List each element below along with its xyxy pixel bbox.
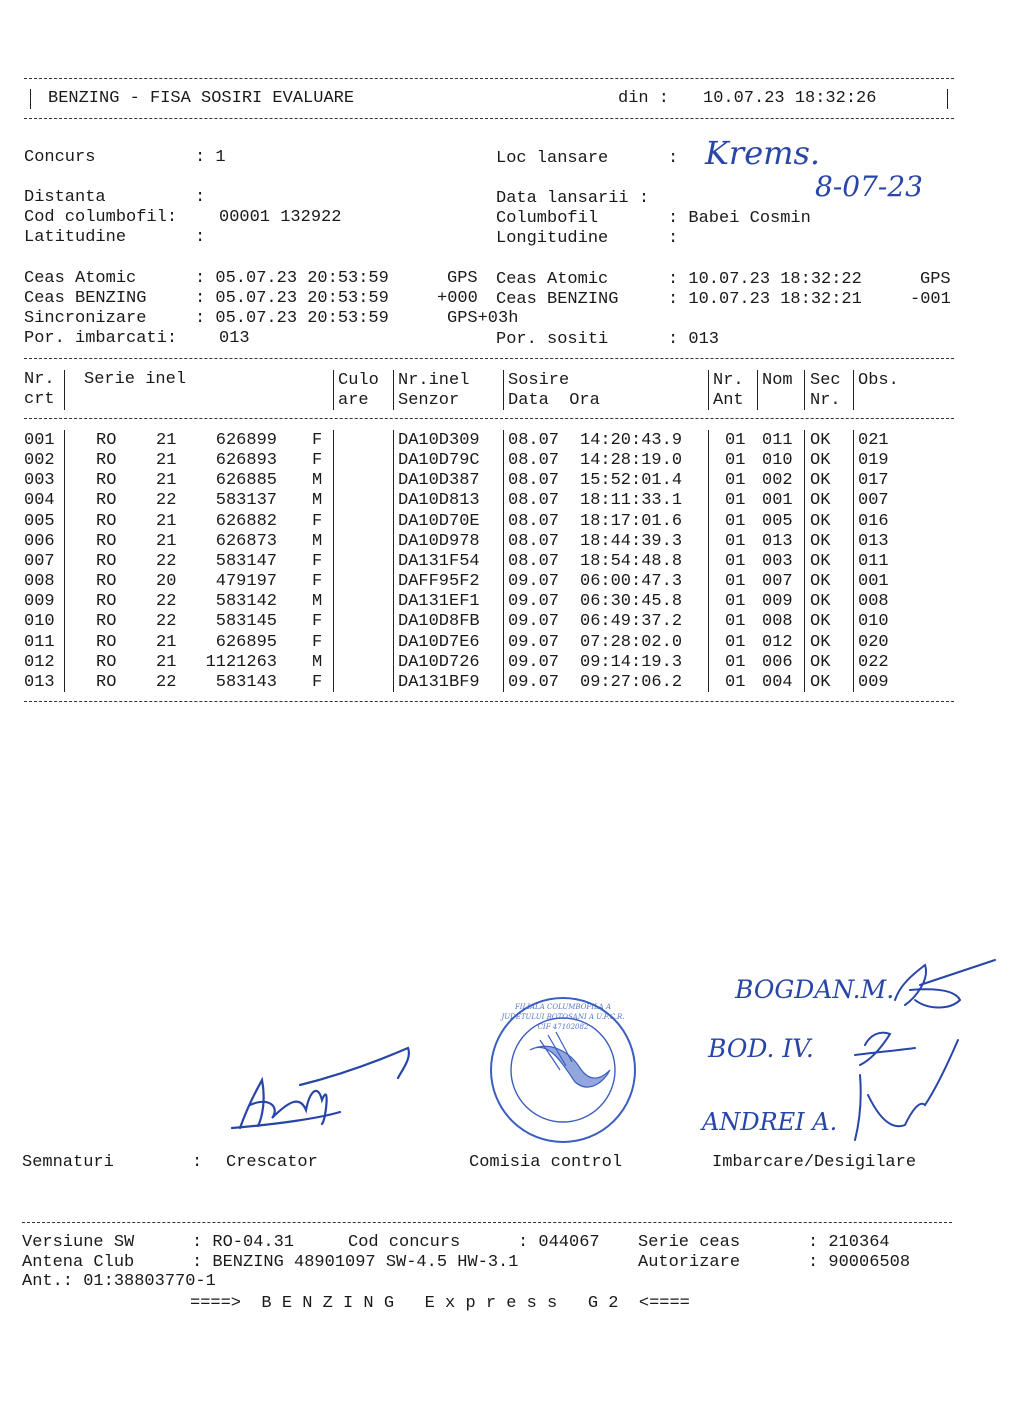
cell-ring: 479197 bbox=[215, 572, 277, 592]
cell-ant: 01 bbox=[725, 471, 746, 491]
cell-sec: OK bbox=[810, 471, 831, 491]
cell-ant: 01 bbox=[725, 491, 746, 511]
cell-sensor: DA10D7E6 bbox=[398, 632, 480, 652]
cell-sensor: DA131F54 bbox=[398, 551, 480, 571]
cell-year: 20 bbox=[156, 572, 177, 592]
cell-date: 09.07 bbox=[508, 652, 560, 672]
col-header-senzor: Senzor bbox=[398, 391, 460, 410]
cell-ant: 01 bbox=[725, 572, 746, 592]
cell-nom: 005 bbox=[762, 511, 793, 531]
left-clock-suffix: GPS+03h bbox=[447, 309, 519, 328]
cell-ring: 626873 bbox=[215, 531, 277, 551]
por-imbarcati-value: 013 bbox=[219, 329, 250, 348]
left-clock-value: : 05.07.23 20:53:59 bbox=[195, 269, 389, 288]
cell-date: 08.07 bbox=[508, 451, 560, 471]
cell-time: 14:20:43.9 bbox=[580, 431, 683, 450]
cell-sensor: DA10D79C bbox=[398, 451, 480, 471]
cell-sensor: DA10D726 bbox=[398, 652, 480, 672]
cell-ring: 583145 bbox=[215, 612, 277, 632]
brand-line: ====> B E N Z I N G E x p r e s s G 2 <==== bbox=[190, 1294, 690, 1313]
cell-date: 09.07 bbox=[508, 672, 560, 692]
cell-date: 08.07 bbox=[508, 471, 560, 491]
cell-nr: 013 bbox=[24, 672, 55, 692]
cell-sex: F bbox=[312, 511, 323, 531]
cell-ant: 01 bbox=[725, 431, 746, 450]
cell-obs: 009 bbox=[858, 672, 889, 692]
autorizare-label: Autorizare bbox=[638, 1253, 741, 1272]
cell-sex: F bbox=[312, 672, 323, 692]
cell-nr: 012 bbox=[24, 652, 55, 672]
cell-date: 08.07 bbox=[508, 511, 560, 531]
cell-time: 18:11:33.1 bbox=[580, 491, 683, 511]
left-clock-suffix: GPS bbox=[447, 269, 478, 288]
cell-obs: 008 bbox=[858, 592, 889, 612]
concurs-label: Concurs bbox=[24, 148, 96, 167]
col-header-obs: Obs. bbox=[858, 371, 899, 390]
cell-time: 18:44:39.3 bbox=[580, 531, 683, 551]
left-clock-label: Ceas BENZING bbox=[24, 289, 147, 308]
cell-nom: 002 bbox=[762, 471, 793, 491]
cell-year: 21 bbox=[156, 451, 177, 471]
cell-sec: OK bbox=[810, 551, 831, 571]
cell-country: RO bbox=[96, 672, 117, 692]
left-clock-label: Sincronizare bbox=[24, 309, 147, 328]
cell-ring: 626882 bbox=[215, 511, 277, 531]
cell-sec: OK bbox=[810, 672, 831, 692]
autorizare-value: : 90006508 bbox=[808, 1253, 911, 1272]
cell-date: 09.07 bbox=[508, 592, 560, 612]
cell-year: 22 bbox=[156, 491, 177, 511]
cell-date: 09.07 bbox=[508, 572, 560, 592]
stamp-text: FILIALA COLUMBOFILA A JUDETULUI BOTOSANI A U.F.C.R. CIF 47102082 bbox=[501, 1003, 625, 1031]
cell-ant: 01 bbox=[725, 632, 746, 652]
cell-ring: 1121263 bbox=[205, 652, 277, 672]
cell-time: 09:14:19.3 bbox=[580, 652, 683, 672]
col-header-sosire: Sosire bbox=[508, 371, 570, 390]
cell-obs: 017 bbox=[858, 471, 889, 491]
right-clock-suffix: -001 bbox=[910, 290, 951, 309]
cell-sec: OK bbox=[810, 511, 831, 531]
cell-year: 22 bbox=[156, 612, 177, 632]
col-header-nr: Nr. bbox=[24, 370, 55, 389]
cell-nr: 010 bbox=[24, 612, 55, 632]
right-clock-value: : 10.07.23 18:32:21 bbox=[668, 290, 862, 309]
cell-ant: 01 bbox=[725, 592, 746, 612]
cod-columbofil-label: Cod columbofil: bbox=[24, 208, 178, 227]
cell-country: RO bbox=[96, 471, 117, 491]
columbofil-value: : Babei Cosmin bbox=[668, 209, 811, 228]
cell-nom: 013 bbox=[762, 531, 793, 551]
cell-nom: 009 bbox=[762, 592, 793, 612]
latitudine-label: Latitudine bbox=[24, 228, 127, 247]
cell-ring: 583142 bbox=[215, 592, 277, 612]
cell-date: 09.07 bbox=[508, 612, 560, 632]
cell-sensor: DA10D387 bbox=[398, 471, 480, 491]
cell-sec: OK bbox=[810, 451, 831, 471]
cell-obs: 016 bbox=[858, 511, 889, 531]
cell-time: 09:27:06.2 bbox=[580, 672, 683, 692]
columbofil-label: Columbofil bbox=[496, 209, 599, 228]
report-timestamp: 10.07.23 18:32:26 bbox=[703, 89, 877, 108]
cell-country: RO bbox=[96, 531, 117, 551]
col-header-crt: crt bbox=[24, 390, 55, 409]
cell-nom: 004 bbox=[762, 672, 793, 692]
cell-nr: 004 bbox=[24, 491, 55, 511]
col-header-culoare-2: are bbox=[338, 391, 369, 410]
cell-country: RO bbox=[96, 431, 117, 450]
cell-ant: 01 bbox=[725, 612, 746, 632]
cell-country: RO bbox=[96, 592, 117, 612]
cell-obs: 010 bbox=[858, 612, 889, 632]
cell-sensor: DA10D8FB bbox=[398, 612, 480, 632]
cell-nom: 011 bbox=[762, 431, 793, 450]
cell-ant: 01 bbox=[725, 451, 746, 471]
por-imbarcati-label: Por. imbarcati: bbox=[24, 329, 178, 348]
cell-ring: 626895 bbox=[215, 632, 277, 652]
cell-sensor: DA10D978 bbox=[398, 531, 480, 551]
cell-obs: 020 bbox=[858, 632, 889, 652]
serie-ceas-value: : 210364 bbox=[808, 1233, 890, 1252]
cell-obs: 011 bbox=[858, 551, 889, 571]
cell-obs: 022 bbox=[858, 652, 889, 672]
cell-nr: 003 bbox=[24, 471, 55, 491]
cell-time: 06:49:37.2 bbox=[580, 612, 683, 632]
cell-nr: 008 bbox=[24, 572, 55, 592]
cell-nom: 001 bbox=[762, 491, 793, 511]
right-clock-suffix: GPS bbox=[920, 270, 951, 289]
crescator-label: Crescator bbox=[226, 1153, 318, 1172]
cell-sec: OK bbox=[810, 652, 831, 672]
right-clock-label: Ceas BENZING bbox=[496, 290, 619, 309]
cell-obs: 021 bbox=[858, 431, 889, 450]
col-header-nr-ant-1: Nr. bbox=[713, 371, 744, 390]
cell-year: 21 bbox=[156, 652, 177, 672]
longitudine-label: Longitudine bbox=[496, 229, 609, 248]
antena-value: : BENZING 48901097 SW-4.5 HW-3.1 bbox=[192, 1253, 519, 1272]
cell-sex: M bbox=[312, 592, 323, 612]
cell-ant: 01 bbox=[725, 511, 746, 531]
right-clock-value: : 10.07.23 18:32:22 bbox=[668, 270, 862, 289]
por-sositi-value: : 013 bbox=[668, 330, 720, 349]
cell-nom: 008 bbox=[762, 612, 793, 632]
left-clock-suffix: +000 bbox=[437, 289, 478, 308]
antena-label: Antena Club bbox=[22, 1253, 135, 1272]
cell-time: 18:17:01.6 bbox=[580, 511, 683, 531]
left-clock-value: : 05.07.23 20:53:59 bbox=[195, 289, 389, 308]
serie-ceas-label: Serie ceas bbox=[638, 1233, 741, 1252]
cell-nom: 006 bbox=[762, 652, 793, 672]
cell-sec: OK bbox=[810, 531, 831, 551]
cell-sec: OK bbox=[810, 491, 831, 511]
cell-year: 22 bbox=[156, 551, 177, 571]
comisia-control-label: Comisia control bbox=[469, 1153, 623, 1172]
por-sositi-label: Por. sositi bbox=[496, 330, 609, 349]
cell-date: 08.07 bbox=[508, 551, 560, 571]
cell-obs: 001 bbox=[858, 572, 889, 592]
cell-obs: 007 bbox=[858, 491, 889, 511]
cell-obs: 019 bbox=[858, 451, 889, 471]
cell-sex: M bbox=[312, 491, 323, 511]
cell-date: 09.07 bbox=[508, 632, 560, 652]
cell-sensor: DA10D70E bbox=[398, 511, 480, 531]
cell-country: RO bbox=[96, 451, 117, 471]
cod-columbofil-value: 00001 132922 bbox=[219, 208, 342, 227]
cell-sex: M bbox=[312, 652, 323, 672]
din-label: din : bbox=[618, 89, 670, 108]
cell-year: 21 bbox=[156, 531, 177, 551]
cell-sec: OK bbox=[810, 431, 831, 450]
cell-nr: 011 bbox=[24, 632, 55, 652]
footer-rule bbox=[22, 1222, 952, 1223]
cell-country: RO bbox=[96, 551, 117, 571]
cell-year: 22 bbox=[156, 672, 177, 692]
cell-sex: F bbox=[312, 612, 323, 632]
cell-nr: 002 bbox=[24, 451, 55, 471]
col-header-nom: Nom bbox=[762, 371, 793, 390]
cell-country: RO bbox=[96, 632, 117, 652]
col-header-culoare-1: Culo bbox=[338, 371, 379, 390]
cell-sec: OK bbox=[810, 632, 831, 652]
data-lansarii-label: Data lansarii : bbox=[496, 189, 650, 208]
cell-nom: 010 bbox=[762, 451, 793, 471]
versiune-value: : RO-04.31 bbox=[192, 1233, 295, 1252]
left-clock-label: Ceas Atomic bbox=[24, 269, 137, 288]
cell-sensor: DA10D309 bbox=[398, 431, 480, 450]
cell-ant: 01 bbox=[725, 551, 746, 571]
cell-country: RO bbox=[96, 612, 117, 632]
concurs-value: : 1 bbox=[195, 148, 226, 167]
cell-ring: 626893 bbox=[215, 451, 277, 471]
cell-year: 21 bbox=[156, 632, 177, 652]
cell-ring: 626899 bbox=[215, 431, 277, 450]
cell-year: 21 bbox=[156, 431, 177, 450]
cell-ant: 01 bbox=[725, 652, 746, 672]
cell-sec: OK bbox=[810, 592, 831, 612]
cell-nom: 007 bbox=[762, 572, 793, 592]
semnaturi-sep: : bbox=[192, 1153, 203, 1172]
cell-ant: 01 bbox=[725, 531, 746, 551]
longitudine-value: : bbox=[668, 229, 679, 248]
semnaturi-label: Semnaturi bbox=[22, 1153, 114, 1172]
cell-time: 18:54:48.8 bbox=[580, 551, 683, 571]
cell-year: 21 bbox=[156, 511, 177, 531]
cell-sex: F bbox=[312, 632, 323, 652]
versiune-label: Versiune SW bbox=[22, 1233, 135, 1252]
cell-nr: 007 bbox=[24, 551, 55, 571]
right-clock-label: Ceas Atomic bbox=[496, 270, 609, 289]
loc-lansare-sep: : bbox=[668, 149, 679, 168]
cell-ring: 583147 bbox=[215, 551, 277, 571]
cell-sex: F bbox=[312, 551, 323, 571]
latitudine-value: : bbox=[195, 228, 206, 247]
col-header-data-ora: Data Ora bbox=[508, 391, 600, 410]
cell-obs: 013 bbox=[858, 531, 889, 551]
cell-sex: F bbox=[312, 451, 323, 471]
cell-date: 08.07 bbox=[508, 531, 560, 551]
cell-date: 08.07 bbox=[508, 491, 560, 511]
left-clock-value: : 05.07.23 20:53:59 bbox=[195, 309, 389, 328]
distanta-value: : bbox=[195, 188, 206, 207]
cell-nom: 012 bbox=[762, 632, 793, 652]
cell-nom: 003 bbox=[762, 551, 793, 571]
cell-sensor: DA131BF9 bbox=[398, 672, 480, 692]
cell-year: 21 bbox=[156, 471, 177, 491]
cell-nr: 006 bbox=[24, 531, 55, 551]
cell-sex: M bbox=[312, 531, 323, 551]
cell-nr: 005 bbox=[24, 511, 55, 531]
cell-sensor: DA131EF1 bbox=[398, 592, 480, 612]
data-lansarii-handwritten: 8-07-23 bbox=[815, 170, 923, 203]
col-header-sec-2: Nr. bbox=[810, 391, 841, 410]
cell-sensor: DA10D813 bbox=[398, 491, 480, 511]
cell-date: 08.07 bbox=[508, 431, 560, 450]
cell-time: 15:52:01.4 bbox=[580, 471, 683, 491]
cell-nr: 009 bbox=[24, 592, 55, 612]
imbarcare-label: Imbarcare/Desigilare bbox=[712, 1153, 917, 1172]
cell-time: 07:28:02.0 bbox=[580, 632, 683, 652]
loc-lansare-label: Loc lansare bbox=[496, 149, 609, 168]
signature-name-2: BOD. IV. bbox=[708, 1034, 814, 1063]
cell-sex: F bbox=[312, 431, 323, 450]
document-title: BENZING - FISA SOSIRI EVALUARE bbox=[48, 89, 355, 108]
cell-sensor: DAFF95F2 bbox=[398, 572, 480, 592]
col-header-sec-1: Sec bbox=[810, 371, 841, 390]
cell-ant: 01 bbox=[725, 672, 746, 692]
cell-country: RO bbox=[96, 652, 117, 672]
cell-ring: 583143 bbox=[215, 672, 277, 692]
cell-time: 06:00:47.3 bbox=[580, 572, 683, 592]
loc-lansare-handwritten: Krems. bbox=[705, 134, 821, 172]
cell-ring: 583137 bbox=[215, 491, 277, 511]
cell-time: 06:30:45.8 bbox=[580, 592, 683, 612]
cell-sex: F bbox=[312, 572, 323, 592]
cell-year: 22 bbox=[156, 592, 177, 612]
col-header-nr-inel: Nr.inel bbox=[398, 371, 470, 390]
distanta-label: Distanta bbox=[24, 188, 106, 207]
cell-country: RO bbox=[96, 511, 117, 531]
cell-sec: OK bbox=[810, 612, 831, 632]
cell-time: 14:28:19.0 bbox=[580, 451, 683, 471]
cell-country: RO bbox=[96, 491, 117, 511]
cell-country: RO bbox=[96, 572, 117, 592]
cell-sex: M bbox=[312, 471, 323, 491]
cell-nr: 001 bbox=[24, 431, 55, 450]
col-header-nr-ant-2: Ant bbox=[713, 391, 744, 410]
cod-concurs-value: : 044067 bbox=[518, 1233, 600, 1252]
col-header-serie-inel: Serie inel bbox=[84, 370, 187, 389]
signature-name-1: BOGDAN.M. bbox=[735, 975, 895, 1004]
cell-sec: OK bbox=[810, 572, 831, 592]
cell-ring: 626885 bbox=[215, 471, 277, 491]
crescator-signature bbox=[232, 1048, 409, 1128]
ant-line: Ant.: 01:38803770-1 bbox=[22, 1272, 216, 1291]
signature-name-3: ANDREI A. bbox=[702, 1108, 838, 1136]
cod-concurs-label: Cod concurs bbox=[348, 1233, 461, 1252]
